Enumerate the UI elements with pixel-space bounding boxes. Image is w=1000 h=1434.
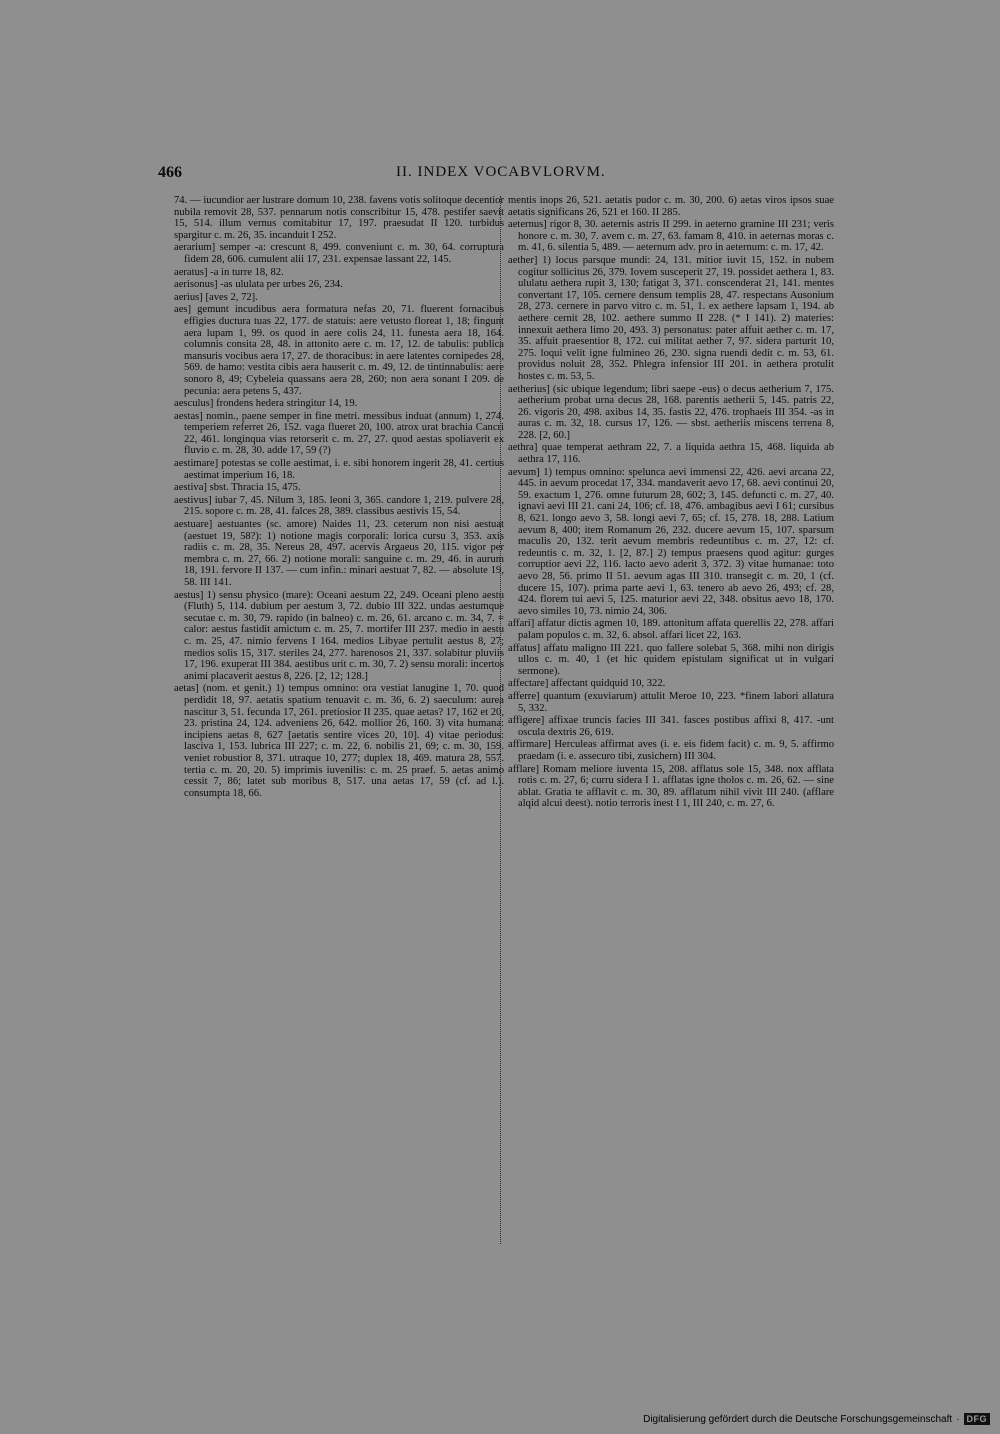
index-entry: affectare] affectant quidquid 10, 322. xyxy=(508,678,666,690)
index-entry: affatus] affatu maligno III 221. quo fallere solebat 5, 368. mihi non dirigis ullos c. m. 40, 1 (et hic quidem epistulam significat ut in vulgari sermone). xyxy=(508,642,834,677)
index-entry: aestivus] iubar 7, 45. Nilum 3, 185. leoni 3, 365. candore 1, 219. pulvere 28, 215. sopore c. m. 28, 41. falces 28, 389. classibus aestivis 15, 54. xyxy=(174,494,504,518)
right-column xyxy=(508,195,834,811)
column-divider xyxy=(500,196,501,1244)
index-entry: aestimare] potestas se colle aestimat, i. e. sibi honorem ingerit 28, 41. certius aestimat imperium 16, 18. xyxy=(174,458,504,481)
footer-separator: · xyxy=(956,1413,960,1425)
index-entry: aetas] (nom. et genit.) 1) tempus omnino: ora vestiat lanugine 1, 70. quod perdidit 18, 97. aetatis spatium tenuavit c. m. 36, 6. 2) saeculum: aurea nascitur 3, 51. fecunda 17, 261. pretiosior II 235. quae aetas? 17, 162 et 20, 23. pristina 24, 124. adveniens 26, 642. mollior 26, 160. 3) vita humana: incipiens aetas 8, 627 [aetatis sentire vices 20, 10]. 4) vitae periodus: lasciva 1, 153. lubrica III 227; c. m. 22, 6. nobilis 21, 69; c. m. 30, 159. veniet robustior 8, 371. utraque 10, 277; duplex 18, 469. matura 28, 557. tertia c. m. 20, 20. 5) imprimis iuvenilis: c. m. 25 praef. 5. aetas animo cessit 7, 86; latet sub moribus 8, 517. una aetas 17, 59 (cf. ad l.). consumpta 18, 66. xyxy=(174,683,504,799)
left-column xyxy=(174,195,504,800)
index-entry: 74. — iucundior aer lustrare domum 10, 238. favens votis solitoque decentior nubila removit 28, 537. pennarum notis conscribitur 15, 478. pestifer saevit 15, 514. illum vernus comitabitur 17, 197. praesudat II 120. turbidus spargitur c. m. 26, 35. incanduit I 252. xyxy=(174,195,504,241)
index-entry: aestiva] sbst. Thracia 15, 475. xyxy=(174,482,301,494)
footer-credit: Digitalisierung gefördert durch die Deutsche Forschungsgemeinschaft xyxy=(643,1413,953,1425)
index-entry: aerisonus] -as ululata per urbes 26, 234. xyxy=(174,279,343,291)
index-entry: affigere] affixae truncis facies III 341. fasces postibus affixi 8, 417. -unt oscula dextris 26, 619. xyxy=(508,715,834,738)
index-entry: afferre] quantum (exuviarum) attulit Meroe 10, 223. *finem labori allatura 5, 332. xyxy=(508,690,834,714)
index-entry: aethra] quae temperat aethram 22, 7. a liquida aethra 15, 468. liquida ab aethra 17, 116. xyxy=(508,442,834,466)
dfg-logo-icon: DFG xyxy=(964,1413,991,1425)
index-entry: afflare] Romam meliore iuventa 15, 208. afflatus sole 15, 348. nox afflata rotis c. m. 27, 6; curru sidera I 1. afflatas igne tholos c. m. 26, 62. — sine ablat. Gratia te afflavit c. m. 30, 89. afflatum nihil vivit III 240. (afflare alqid alcui deest). notio terroris inest I 1, III 240, c. m. 27, 6. xyxy=(508,763,834,810)
index-entry: aestuare] aestuantes (sc. amore) Naides 11, 23. ceterum non nisi aestuat (aestuet 19, 58?): 1) notione magis corporali: lorica cursu 3, 353. axis radiis c. m. 28, 35. Nereus 28, 497. acervis Argaeus 20, 115. vigor per membra c. m. 27, 66. 2) notione morali: sanguine c. m. 29, 46. in aurum 18, 191. fervore II 137. — cum infin.: minari aestuat 7, 82. — absolute 19, 58. III 141. xyxy=(174,519,504,588)
index-entry: aeratus] -a in turre 18, 82. xyxy=(174,266,284,278)
index-entry: aestus] 1) sensu physico (mare): Oceani aestum 22, 249. Oceani pleno aestu (Fluth) 5, 114. dubium per aestum 3, 72. dubio III 322. undas aestumque secutae c. m. 30, 79. rapido (in balneo) c. m. 26, 61. arcano c. m. 34, 7. = calor: aestus fastidit amictum c. m. 25, 7. mortifer III 237. medio in aestu c. m. 25, 47. nimio fervens I 164. medios Libyae pertulit aestus 8, 27; medios solis 15, 317. steriles 24, 277. harenosos 21, 337. solabitur pluviis 17, 196. exuperat III 384. aestibus urit c. m. 30, 7. 2) sensu morali: incertos animi placaverit aestus 8, 226. [2, 12; 128.] xyxy=(174,589,504,682)
index-entry: aerarium] semper -a: crescunt 8, 499. conveniunt c. m. 30, 64. corruptura fidem 28, 606. cumulent alii 17, 231. expensae lassant 22, 145. xyxy=(174,242,504,265)
index-entry: aestas] nomin., paene semper in fine metri. messibus induat (annum) 1, 274. temperiem referret 26, 152. vaga flueret 20, 100. atrox urat brachia Cancri 22, 461. longinqua vias retorserit c. m. 27, 27. quod aestas spoliaverit ex fluvio c. m. 28, 30. adde 17, 59 (?) xyxy=(174,410,504,457)
digitization-footer xyxy=(643,1413,990,1425)
index-entry: aether] 1) locus parsque mundi: 24, 131. mitior iuvit 15, 152. in nubem cogitur sollicitus 26, 379. Iovem susceperit 27, 19. possidet aethera 1, 83. ululatu aethera rupit 3, 130; fatigat 3, 371. conscenderat 21, 141. mentes convertant 17, 105. cernere densum templis 28, 47. respectans Ausonium 28, 273. cernere in parvo vitro c. m. 51, 1. ex aethere lapsam 1, 194. ab aethere cernit 28, 102. aethere summo II 228. (* I 141). 2) materies: innexuit aethera limo 20, 493. 3) personatus: pater affuit aether c. m. 17, 35. affuit praesentior 8, 172. cui militat aether 7, 97. sidera parturit 10, 275. loqui velit igne fulmineo 26, 230. signa ruendi dedit c. m. 53, 61. providus noluit 28, 352. Phlegra infensior III 201. in aethera protulit hostes c. m. 53, 5. xyxy=(508,254,834,382)
page-header xyxy=(158,164,838,184)
running-title: II. INDEX VOCABVLORVM. xyxy=(396,164,606,180)
index-entry: aerius] [aves 2, 72]. xyxy=(174,291,258,303)
index-entry: aesculus] frondens hedera stringitur 14, 19. xyxy=(174,398,358,410)
index-entry: aeternus] rigor 8, 30. aeternis astris II 299. in aeterno gramine III 231; veris honore c. m. 30, 7. avem c. m. 27, 63. famam 8, 410. in aeternas moras c. m. 41, 6. silentia 5, 489. — aeternum adv. pro in aeternum: c. m. 17, 42. xyxy=(508,219,834,254)
index-entry: affirmare] Herculeas affirmat aves (i. e. eis fidem facit) c. m. 9, 5. affirmo praedam (i. e. assecuro tibi, zusichern) III 304. xyxy=(508,739,834,762)
page-number: 466 xyxy=(158,164,182,181)
index-entry: aevum] 1) tempus omnino: spelunca aevi immensi 22, 426. aevi arcana 22, 445. in aevum procedat 17, 334. mandaverit aevo 17, 68. aevi continui 20, 59. exactum 1, 276. omne futurum 28, 602; 3, 145. defuncti c. m. 27, 40. ignavi aevi III 21. cani 24, 106; cf. 18, 476. ambagibus aevi I 61; cursibus 8, 621. longo aevo 3, 58. longi aevi 7, 65; cf. 15, 278. 18, 288. Latium aevum 8, 400; item Romanum 26, 232. ducere aevum 15, 107. sparsum maculis 20, 132. terit aevum membris redeuntibus c. m. 27, 12: cf. redeuntis c. m. 32, 1. [2, 87.] 2) tempus praesens quod agitur: gurges corruptior aevi 22, 116. lacto aevo aderit 3, 372. 3) vitae humanae: toto aevo 28, 56. primo II 51. aevum agas III 310. transegit c. m. 20, 1 (cf. ducere 15, 107). prima parte aevi 1, 63. tenero ab aevo 26, 493; cf. 28, 424. florem tui aevi 5, 125. maturior aevi 22, 348. obsitus aevo 18, 170. aevo similes 10, 73. nimio 24, 306. xyxy=(508,466,834,617)
index-entry: aetherius] (sic ubique legendum; libri saepe -eus) o decus aetherium 7, 175. aetherium probat urna decus 28, 168. parentis aetherii 5, 145. patris 22, 26. vigoris 20, 498. axibus 14, 35. fastis 22, 476. trophaeis III 354. -as in auras c. m. 32, 18. cursus 17, 126. — sbst. aetheriis miscens terrena 8, 228. [2, 60.] xyxy=(508,383,834,441)
index-entry: aes] gemunt incudibus aera formatura nefas 20, 71. fluerent fornacibus effigies ductura tuas 22, 177. de statuis: aere vetusto floreat 1, 18; fingunt aera lupam 1, 99. os quod in aere colis 24, 11. funesta aera 18, 164. columnis consita 28, 48. in attonito aere c. m. 17, 12. de tabulis: publica mansuris vocibus aera 17, 27. de thoracibus: in aere latentes cornipedes 28, 569. de hamo: vestita cibis aera hauserit c. m. 49, 12. de tintinnabulis: aere sonoro 8, 49; Cybeleia quassans aera 28, 260; non aera sonant I 209. de pecunia: aera petens 5, 437. xyxy=(174,304,504,397)
index-entry: mentis inops 26, 521. aetatis pudor c. m. 30, 200. 6) aetas viros ipsos suae aetatis significans 26, 521 et 160. II 285. xyxy=(508,195,834,218)
index-entry: affari] affatur dictis agmen 10, 189. attonitum affata querellis 22, 278. affari palam populos c. m. 32, 6. absol. affari licet 22, 163. xyxy=(508,618,834,641)
